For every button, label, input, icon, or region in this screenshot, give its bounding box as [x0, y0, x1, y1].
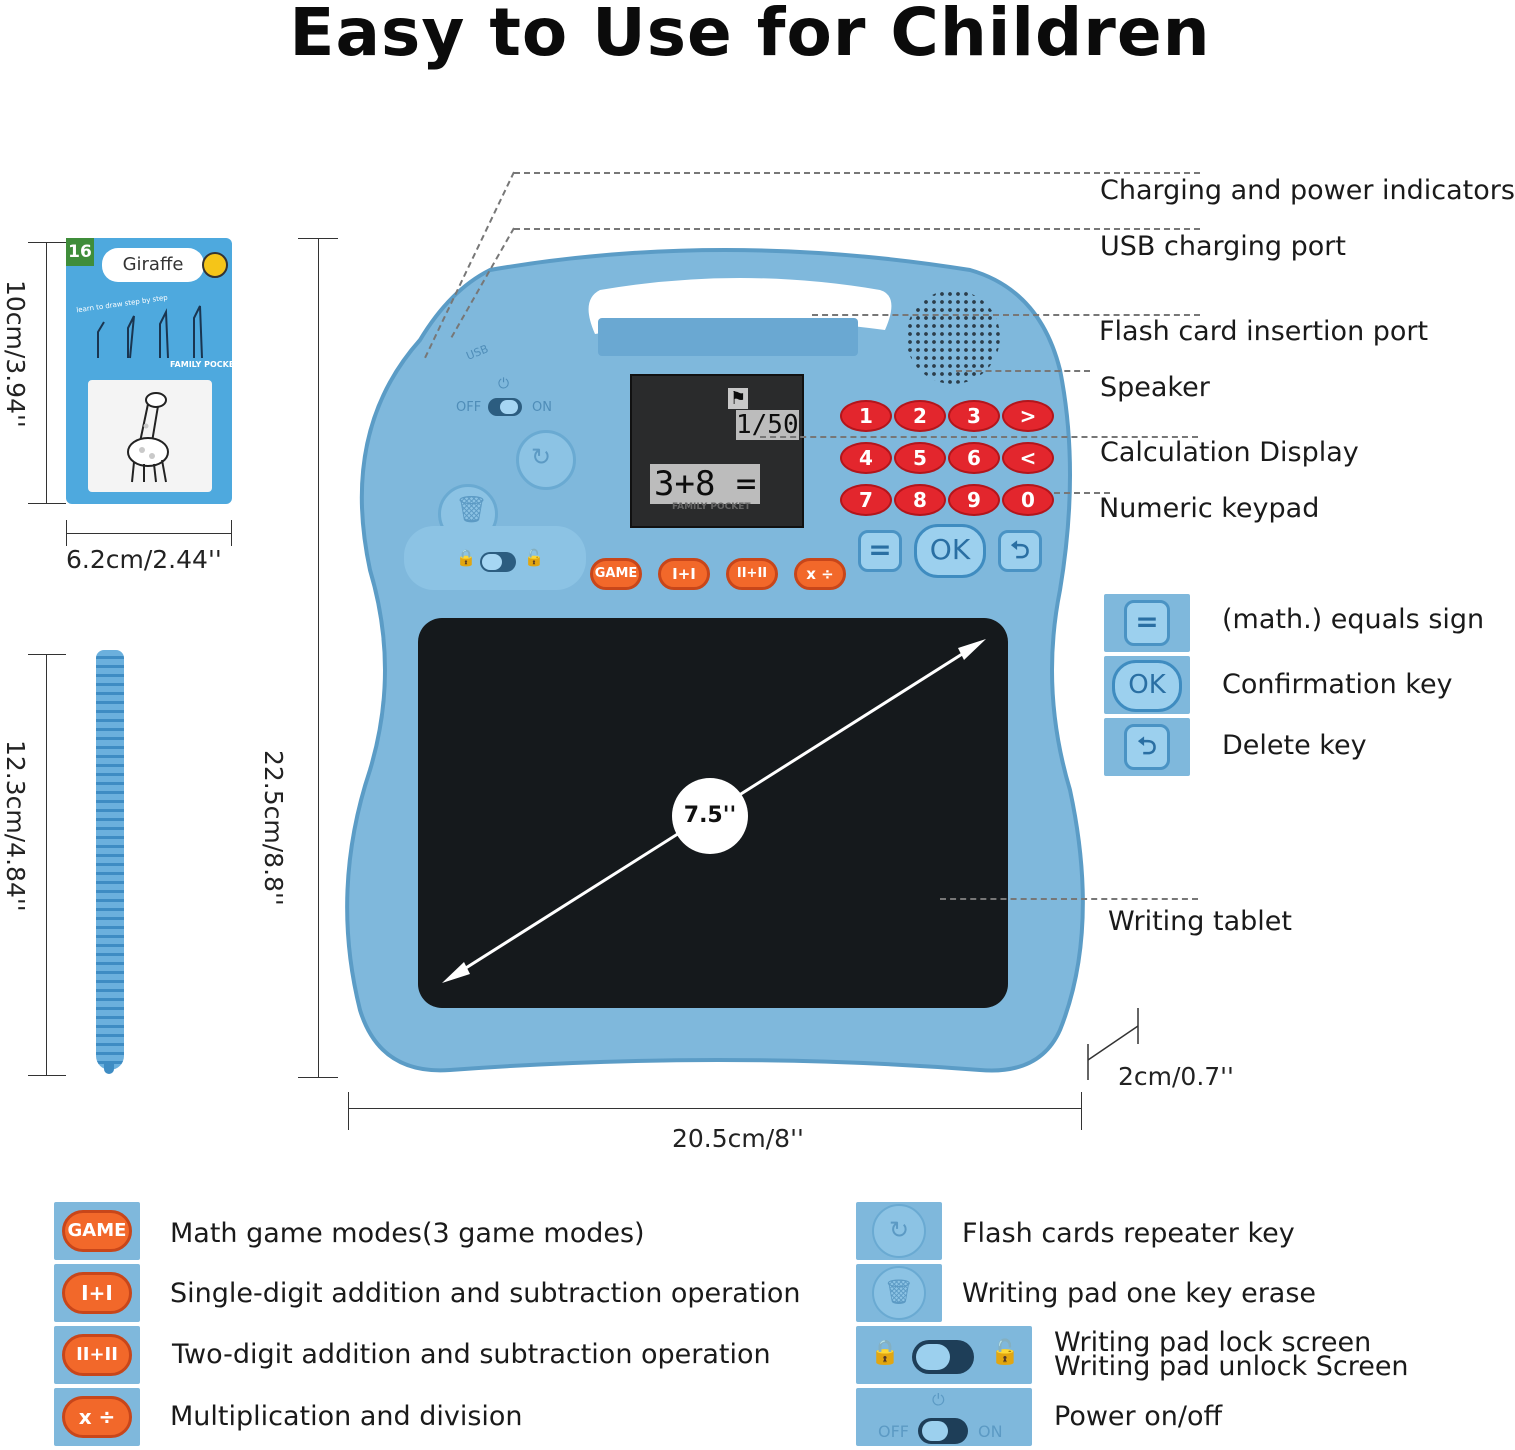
- page-title: Easy to Use for Children: [289, 0, 1211, 71]
- power-icon: ⏻: [498, 376, 510, 392]
- legend-power-switch: [918, 1418, 968, 1444]
- lcd-counter: 1/50: [736, 410, 799, 440]
- legend-delete-text: Delete key: [1222, 730, 1367, 761]
- legend-tile-ok: [1104, 656, 1190, 714]
- giraffe-steps-icon: [84, 302, 224, 362]
- single-digit-button[interactable]: I+I: [658, 558, 710, 590]
- legend-unlock-icon: 🔓: [990, 1338, 1020, 1366]
- callout-keypad: Numeric keypad: [1099, 493, 1320, 524]
- legend-tile-multiply: [54, 1388, 140, 1446]
- legend-trash-icon: 🗑: [872, 1266, 926, 1320]
- callout-charging: Charging and power indicators: [1100, 175, 1515, 206]
- off-label: OFF: [456, 400, 482, 415]
- unlock-icon: 🔓: [524, 548, 544, 567]
- dimension-line-device-height: [298, 238, 338, 1078]
- callout-writing: Writing tablet: [1108, 906, 1292, 937]
- leader-line-writing: [940, 898, 1198, 900]
- legend-lock-icon: 🔒: [870, 1338, 900, 1366]
- legend-single-icon: I+I: [62, 1272, 132, 1314]
- key-9[interactable]: 9: [948, 484, 1000, 516]
- legend-repeater-text: Flash cards repeater key: [962, 1218, 1295, 1249]
- key-7[interactable]: 7: [840, 484, 892, 516]
- lcd-display: [630, 374, 804, 528]
- callout-usb: USB charging port: [1100, 231, 1346, 262]
- lcd-brand: FAMILY POCKET: [672, 502, 751, 512]
- callout-display: Calculation Display: [1100, 437, 1359, 468]
- key-8[interactable]: 8: [894, 484, 946, 516]
- device-depth-label: 2cm/0.7'': [1118, 1062, 1234, 1091]
- leader-line-charging: [514, 172, 1200, 174]
- bee-icon: [202, 252, 228, 278]
- dimension-line-pen: [28, 654, 66, 1076]
- legend-power-icon: ⏻: [932, 1390, 945, 1409]
- repeater-button[interactable]: [516, 430, 576, 490]
- callout-flash-port: Flash card insertion port: [1099, 316, 1429, 347]
- card-width-label: 6.2cm/2.44'': [66, 545, 222, 574]
- legend-off-label: OFF: [878, 1422, 909, 1441]
- dimension-line-card-width: [66, 520, 232, 546]
- flash-card: [66, 238, 240, 504]
- flash-card-slot: [598, 318, 858, 356]
- key-2[interactable]: 2: [894, 400, 946, 432]
- legend-equals-icon: =: [1124, 600, 1170, 646]
- legend-game-text: Math game modes(3 game modes): [170, 1218, 645, 1249]
- key-5[interactable]: 5: [894, 442, 946, 474]
- key-0[interactable]: 0: [1002, 484, 1054, 516]
- multiply-divide-button[interactable]: x ÷: [794, 558, 846, 590]
- stylus-tip: [104, 1062, 114, 1074]
- power-switch[interactable]: [488, 398, 522, 416]
- key-6[interactable]: 6: [948, 442, 1000, 474]
- on-label: ON: [532, 400, 552, 415]
- leader-line-diagonals: [420, 170, 520, 370]
- numeric-keypad: [840, 400, 1054, 520]
- screen-diagonal-label: 7.5'': [672, 778, 748, 854]
- legend-repeater-icon: ↻: [872, 1204, 926, 1258]
- repeater-icon: ↻: [531, 443, 552, 471]
- device-width-label: 20.5cm/8'': [672, 1124, 804, 1153]
- legend-tile-double: [54, 1326, 140, 1384]
- equals-button[interactable]: =: [858, 530, 902, 572]
- legend-multiply-text: Multiplication and division: [170, 1401, 523, 1432]
- legend-single-text: Single-digit addition and subtraction operation: [170, 1278, 801, 1309]
- card-caption: learn to draw step by step: [75, 293, 169, 315]
- legend-tile-single: [54, 1264, 140, 1322]
- two-digit-button[interactable]: II+II: [726, 558, 778, 590]
- legend-double-icon: II+II: [62, 1334, 132, 1376]
- key-next[interactable]: >: [1002, 400, 1054, 432]
- key-4[interactable]: 4: [840, 442, 892, 474]
- legend-equals-text: (math.) equals sign: [1222, 604, 1485, 635]
- giraffe-icon: [118, 386, 182, 486]
- leader-line-speaker: [956, 370, 1090, 372]
- flag-icon: ⚑: [730, 388, 747, 409]
- dimension-line-card-height: [28, 242, 66, 504]
- legend-ok-text: Confirmation key: [1222, 669, 1453, 700]
- usb-label: USB: [464, 342, 491, 363]
- lock-icon: 🔒: [456, 548, 476, 567]
- ok-button[interactable]: OK: [914, 524, 986, 578]
- legend-erase-text: Writing pad one key erase: [962, 1278, 1317, 1309]
- legend-tile-power: [856, 1388, 1032, 1446]
- legend-lock-switch: [912, 1340, 974, 1374]
- card-height-label: 10cm/3.94'': [1, 280, 30, 428]
- key-prev[interactable]: <: [1002, 442, 1054, 474]
- legend-tile-delete: [1104, 718, 1190, 776]
- delete-button[interactable]: ⮌: [998, 530, 1042, 572]
- legend-on-label: ON: [978, 1422, 1003, 1441]
- legend-tile-lock: [856, 1326, 1032, 1384]
- legend-multiply-icon: x ÷: [62, 1396, 132, 1438]
- legend-power-text: Power on/off: [1054, 1401, 1223, 1432]
- trash-icon: 🗑: [455, 495, 489, 525]
- game-button[interactable]: GAME: [590, 558, 642, 590]
- legend-tile-game: [54, 1202, 140, 1260]
- card-name: Giraffe: [102, 248, 204, 282]
- card-picture: [88, 380, 212, 492]
- device-height-label: 22.5cm/8.8'': [259, 750, 288, 906]
- key-3[interactable]: 3: [948, 400, 1000, 432]
- card-number: 16: [66, 238, 94, 266]
- legend-unlock-text: Writing pad unlock Screen: [1054, 1351, 1409, 1382]
- legend-tile-erase: [856, 1264, 942, 1322]
- leader-line-usb: [514, 228, 1200, 230]
- pen-length-label: 12.3cm/4.84'': [1, 740, 30, 912]
- legend-tile-repeater: [856, 1202, 942, 1260]
- legend-delete-icon: ⮌: [1124, 724, 1170, 770]
- legend-game-icon: GAME: [62, 1210, 132, 1252]
- callout-speaker: Speaker: [1100, 372, 1210, 403]
- legend-double-text: Two-digit addition and subtraction operation: [172, 1339, 771, 1370]
- legend-lock-text: Writing pad lock screen: [1054, 1327, 1372, 1358]
- legend-tile-equals: [1104, 594, 1190, 652]
- key-1[interactable]: 1: [840, 400, 892, 432]
- legend-ok-icon: OK: [1112, 660, 1182, 712]
- card-brand: FAMILY POCKET: [170, 360, 240, 369]
- lock-switch[interactable]: [480, 552, 516, 572]
- lcd-equation: 3+8 =: [650, 464, 760, 504]
- stylus-pen: [96, 650, 124, 1070]
